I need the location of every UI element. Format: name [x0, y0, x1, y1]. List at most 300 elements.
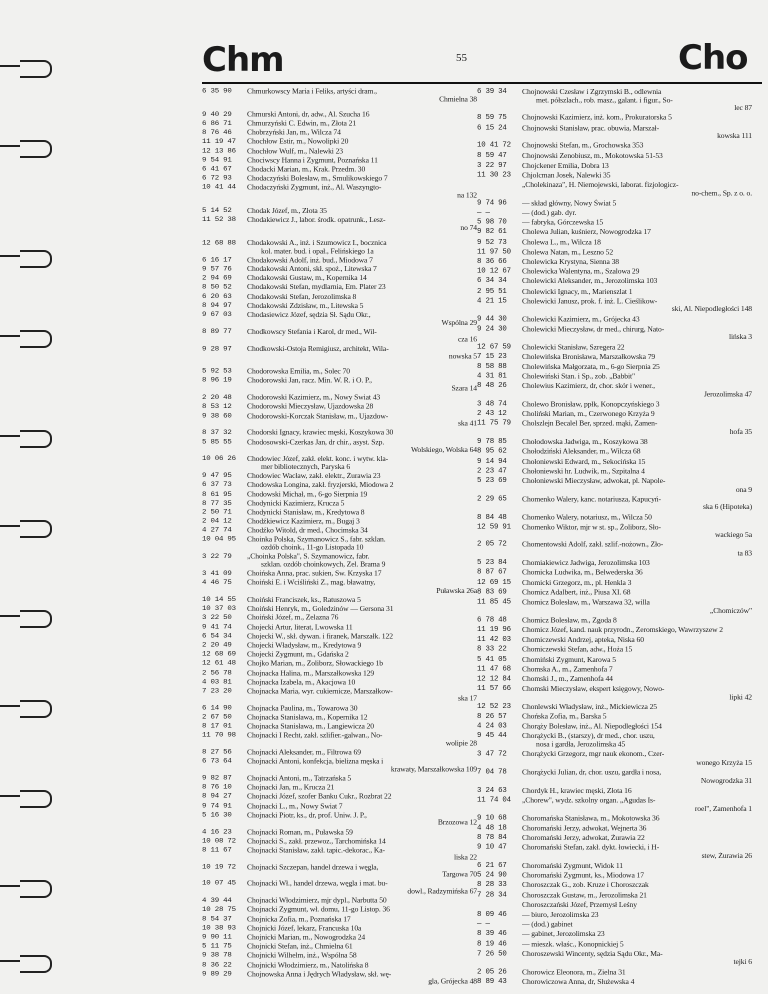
entry-line: Chobrzyński Jan, m., Wilcza 74	[247, 129, 341, 137]
entry-line: Chodynicki Kazimierz, Krucza 5	[247, 500, 345, 508]
directory-entry	[202, 829, 477, 837]
entry-line: Chojnowska Anna i Jędrych Władysław, skł. wę-	[247, 970, 392, 978]
entry-text	[522, 124, 752, 141]
header-rule	[202, 82, 762, 84]
entry-text	[247, 679, 477, 687]
entry-text	[247, 157, 477, 165]
entry-text	[247, 723, 477, 731]
phone-number: 10 06 26	[202, 455, 236, 463]
entry-line: Cholewa Julian, kuśnierz, Nowogrodzka 17	[522, 228, 651, 237]
entry-text	[247, 139, 477, 147]
entry-text	[522, 315, 752, 323]
directory-entry	[477, 410, 752, 418]
entry-text	[247, 148, 477, 156]
directory-entry	[202, 971, 477, 986]
entry-text	[522, 229, 752, 237]
phone-number: 9 10 68	[477, 814, 507, 823]
entry-line: Chojnowski Stefan, m., Grochowska 353	[522, 142, 644, 150]
entry-text	[247, 111, 477, 119]
entry-text	[247, 606, 477, 614]
directory-entry	[477, 636, 752, 644]
directory-entry	[202, 302, 477, 310]
phone-number: 12 59 91	[477, 523, 511, 531]
entry-text	[522, 468, 752, 476]
entry-line: Chojecki Zygmunt, m., Gdańska 2	[247, 651, 349, 659]
phone-number: 7 26 50	[477, 950, 507, 958]
directory-entry	[477, 495, 752, 512]
phone-number: 4 16 23	[202, 828, 232, 836]
entry-line: Chodakowski Antoni, skł. spoż., Litewska 7	[247, 265, 377, 274]
phone-number: 5 23 69	[477, 477, 507, 486]
entry-line: Chomicz Bolesław, m., Zgoda 8	[522, 616, 617, 625]
directory-entry	[477, 315, 752, 323]
entry-text	[522, 458, 752, 466]
directory-entry	[477, 88, 752, 113]
directory-entry	[202, 606, 477, 614]
directory-entry	[202, 907, 477, 915]
entry-continuation: Jerozolimska 47	[703, 390, 752, 399]
entry-line: Choliński Marian, m., Czerwonego Krzyża 9	[522, 410, 655, 419]
entry-text	[522, 162, 752, 170]
phone-number: 5 41 05	[477, 655, 507, 664]
phone-number: 2 43 12	[477, 410, 507, 419]
entry-line: Chodynicki Stanisław, m., Kredytowa 8	[247, 509, 365, 517]
entry-line: Chojko Marian, m., Żoliborz, Słowackiego 1b	[247, 660, 383, 668]
directory-entry	[477, 921, 752, 929]
directory-entry	[202, 175, 477, 183]
phone-number: 2 20 49	[202, 642, 232, 650]
entry-text	[247, 266, 477, 274]
entry-text	[522, 88, 752, 113]
entry-line: Chodowska Longina, zakł. fryzjerski, Miodowa 2	[247, 481, 394, 489]
entry-text	[522, 114, 752, 122]
entry-text	[522, 438, 752, 446]
directory-entry	[202, 897, 477, 905]
entry-continuation: Targowa 70	[442, 871, 477, 879]
entry-line: Chodorowski-Korczak Stanisław, m., Ujazdow-	[247, 412, 389, 420]
directory-entry	[477, 787, 752, 795]
entry-line: Chomicki Grzegorz, m., pl. Henkla 3	[522, 578, 632, 587]
entry-line: Chojnacki Aleksander, m., Filtrowa 69	[247, 749, 361, 757]
entry-line: Chojnacki Piotr, ks., dr, prof. Uniw. J. P.,	[247, 811, 367, 819]
entry-text	[522, 209, 752, 217]
entry-text	[247, 368, 477, 376]
entry-text	[247, 916, 477, 924]
entry-text	[247, 312, 477, 327]
directory-entry	[202, 803, 477, 811]
phone-number: 2 67 50	[202, 713, 232, 722]
phone-number: 2 95 51	[477, 287, 507, 296]
phone-number: 9 44 30	[477, 315, 507, 324]
entry-line: Choromański Jerzy, adwokat, Wejnerta 36	[522, 824, 647, 833]
entry-line: Chodźko Witold, dr med., Chocimska 34	[247, 527, 368, 535]
phone-number: 8 76 46	[202, 129, 232, 137]
phone-number: 2 50 71	[202, 509, 232, 517]
phone-number: 11 52 38	[202, 216, 236, 224]
phone-number: 11 70 98	[202, 732, 236, 740]
entry-line: Chojnacki Stanisław, zakł. tapic.-dekorac., Ka-	[247, 846, 385, 855]
phone-number: 11 30 23	[477, 171, 511, 180]
entry-text	[522, 258, 752, 266]
entry-text	[522, 636, 752, 644]
entry-line: Choinka Polska, Szymanowicz S., fabr. szklan.	[247, 536, 386, 544]
left-column	[202, 88, 477, 988]
phone-number: 9 90 11	[202, 934, 232, 942]
phone-number: 9 38 60	[202, 412, 232, 420]
directory-entry	[202, 439, 477, 454]
entry-line: Chodakowski Adolf, inż. bud., Miodowa 7	[247, 256, 373, 264]
entry-line: Chorążycki Julian, dr, chor. uszu, gardła i nosa,	[522, 768, 662, 777]
entry-line: „Choinka Polska", S. Szymanowicz, fabr.	[247, 553, 370, 561]
entry-continuation: hofa 35	[729, 428, 752, 437]
phone-number: 12 13 86	[202, 147, 236, 155]
entry-line: Chodowiec Józef, zakł. elekt. konc. i wytw. kla-	[247, 455, 389, 463]
phone-number: 11 74 04	[477, 796, 511, 805]
phone-number: 10 19 72	[202, 863, 236, 871]
directory-entry	[477, 162, 752, 170]
entry-line: Chojnacka Izabela, m., Akacjowa 10	[247, 678, 356, 686]
directory-entry	[202, 847, 477, 862]
directory-entry	[202, 758, 477, 773]
phone-number: 12 61 48	[202, 660, 236, 668]
entry-continuation: nowska 5	[448, 353, 477, 361]
entry-text	[522, 666, 752, 674]
entry-text	[247, 615, 477, 623]
directory-entry	[202, 395, 477, 403]
directory-entry	[202, 266, 477, 274]
entry-line: Chorążycki Grzegorz, mgr nauk ekonom., Czer-	[522, 750, 665, 759]
entry-continuation: ona 9	[735, 485, 752, 494]
entry-line: Chojnicki Stefan, inż., Chmielna 61	[247, 943, 353, 951]
entry-text	[247, 775, 477, 783]
entry-line: Chodorowski Jan, racz. Min. W. R. i O. P.,	[247, 377, 372, 385]
phone-number: 8 89 43	[477, 978, 507, 986]
directory-entry	[202, 184, 477, 199]
directory-entry	[477, 142, 752, 150]
entry-line: Chodkowski-Ostoja Remigiusz, architekt, Wila-	[247, 345, 389, 353]
entry-text	[247, 838, 477, 846]
directory-entry	[202, 312, 477, 327]
directory-entry	[477, 523, 752, 540]
phone-number: 8 48 26	[477, 382, 507, 391]
entry-text	[522, 268, 752, 276]
entry-line: Cholewicki Mieczysław, dr med., chirurg, Nato-	[522, 325, 665, 333]
directory-entry	[477, 713, 752, 721]
entry-text	[522, 559, 752, 567]
entry-text	[522, 373, 752, 381]
directory-entry	[477, 940, 752, 948]
phone-number: 8 19 46	[477, 940, 507, 949]
directory-entry	[477, 268, 752, 276]
entry-line: Chorowicz Eleonora, m., Zielna 31	[522, 968, 626, 977]
directory-entry	[202, 166, 477, 174]
phone-number: 3 48 74	[477, 400, 507, 409]
directory-entry	[477, 114, 752, 122]
entry-text	[247, 553, 477, 568]
entry-line: Cholewińska Bronisława, Marszałkowska 79	[522, 353, 656, 361]
directory-entry	[202, 934, 477, 942]
directory-entry	[477, 950, 752, 967]
entry-continuation: cza 16	[457, 336, 477, 344]
clip-mark	[20, 250, 52, 268]
directory-entry	[477, 199, 752, 207]
entry-line: Chorążycki B., (starszy), dr med., chor. uszu,	[522, 732, 655, 741]
directory-entry	[477, 751, 752, 768]
entry-line: Chojnicki Wilhelm, inż., Wspólna 58	[247, 952, 357, 960]
phone-number	[477, 901, 522, 909]
phone-number: 11 57 66	[477, 685, 511, 693]
entry-line: Choroszewski Wincenty, sędzia Sądu Okr., Ma-	[522, 950, 663, 958]
entry-text	[522, 733, 752, 750]
entry-text	[247, 749, 477, 757]
directory-entry	[477, 891, 752, 899]
directory-entry	[202, 120, 477, 128]
entry-text	[247, 881, 477, 896]
entry-text	[247, 328, 477, 343]
entry-line: Chordyk H., krawiec męski, Złota 16	[522, 786, 632, 795]
phone-number: 3 22 97	[477, 161, 507, 170]
entry-text	[522, 599, 752, 616]
entry-text	[522, 950, 752, 967]
entry-text	[247, 413, 477, 428]
directory-entry	[477, 258, 752, 266]
phone-number: 4 03 81	[202, 678, 232, 686]
phone-number: 8 11 67	[202, 846, 232, 855]
directory-entry	[477, 882, 752, 890]
phone-number: 12 67 59	[477, 343, 511, 351]
directory-entry	[477, 248, 752, 256]
entry-line: Chojnacki Wł., handel drzewa, węgla i mat. bu-	[247, 880, 388, 888]
phone-number: 10 07 45	[202, 880, 236, 888]
entry-text	[247, 439, 477, 454]
directory-entry	[202, 749, 477, 757]
entry-text	[247, 897, 477, 905]
entry-text	[522, 787, 752, 795]
directory-entry	[477, 569, 752, 577]
entry-line: Chochłow Estir, m., Nowolipki 20	[247, 138, 349, 146]
entry-line: Chodowski Michał, m., 6-go Sierpnia 19	[247, 490, 368, 499]
phone-number: 5 98 70	[477, 219, 507, 227]
entry-line: Chmurkowscy Maria i Feliks, artyści dram.,	[247, 88, 377, 96]
directory-entry	[202, 518, 477, 526]
entry-line: Chodaczyński Bolesław, m., Smulikowskiego 7	[247, 175, 388, 183]
entry-line: — mieszk. właśc., Konopnickiej 5	[522, 940, 624, 949]
directory-entry	[477, 862, 752, 870]
entry-line: Chomentowski Adolf, zakł. szlif.-nożown., Zło-	[522, 541, 664, 550]
phone-number: 2 56 78	[202, 669, 232, 677]
directory-entry	[477, 448, 752, 456]
directory-entry	[202, 732, 477, 747]
entry-line: Cholewicka Walentyna, m., Szalowa 29	[522, 267, 640, 276]
entry-line: Chomiczewski Stefan, adw., Hoża 15	[522, 646, 633, 654]
entry-line: Chodorowska Emilia, m., Solec 70	[247, 368, 350, 376]
directory-entry	[202, 679, 477, 687]
directory-entry	[202, 784, 477, 792]
entry-text	[522, 656, 752, 664]
phone-number: 9 38 78	[202, 952, 232, 960]
directory-entry	[202, 293, 477, 301]
phone-number: 10 38 93	[202, 924, 236, 933]
entry-text	[522, 219, 752, 227]
entry-text	[247, 129, 477, 137]
entry-text	[522, 968, 752, 976]
directory-entry	[202, 368, 477, 376]
entry-text	[522, 401, 752, 409]
entry-text	[247, 473, 477, 481]
entry-line: Cholewińska Małgorzata, m., 6-go Sierpnia 25	[522, 362, 660, 371]
directory-entry	[202, 633, 477, 641]
entry-text	[247, 395, 477, 403]
entry-text	[522, 477, 752, 494]
directory-entry	[202, 660, 477, 668]
directory-entry	[202, 925, 477, 933]
entry-continuation: krawaty, Marszałkowska 109	[390, 765, 477, 774]
phone-number: 9 40 29	[202, 111, 232, 119]
directory-entry	[477, 278, 752, 286]
entry-text	[247, 217, 477, 232]
phone-number: 12 12 84	[477, 675, 511, 684]
phone-number: 8 94 97	[202, 302, 232, 310]
directory-entry	[477, 401, 752, 409]
entry-line: Chołodziński Aleksander, m., Wilcza 68	[522, 447, 641, 456]
entry-continuation: Wolskiego, Wolska 64	[410, 446, 477, 454]
directory-entry	[202, 793, 477, 801]
entry-text	[522, 199, 752, 207]
phone-number: 9 67 03	[202, 311, 232, 319]
phone-number: 2 04 12	[202, 518, 232, 526]
phone-number: 10 37 03	[202, 605, 236, 613]
entry-line: Chodźkiewicz Kazimierz, m., Bugaj 3	[247, 518, 360, 526]
phone-number: 9 10 47	[477, 844, 507, 852]
entry-line: Chorowiczowa Anna, dr, Służewska 4	[522, 978, 635, 986]
directory-entry	[477, 626, 752, 634]
directory-entry	[202, 257, 477, 265]
phone-number: 7 04 78	[477, 768, 507, 777]
phone-number: 8 87 67	[477, 569, 507, 577]
directory-entry	[202, 537, 477, 552]
phone-number: 8 83 69	[477, 588, 507, 597]
entry-continuation: ska 6 (Hipoteka)	[702, 503, 752, 512]
right-column	[477, 88, 752, 988]
phone-number: 5 14 52	[202, 207, 232, 215]
clip-mark	[20, 880, 52, 898]
entry-text	[522, 862, 752, 870]
phone-number: 6 21 67	[477, 862, 507, 870]
phone-number: 2 29 65	[477, 495, 507, 504]
entry-text	[247, 688, 477, 703]
phone-number: 9 47 95	[202, 472, 232, 480]
phone-number: 10 14 55	[202, 596, 236, 604]
entry-line: Chojnacki Włodzimierz, mjr dypl., Narbutta 50	[247, 897, 387, 905]
entry-line: Cholszlejn Becalel Ber, sprzed. mąki, Zamen-	[522, 420, 658, 428]
entry-continuation: nosa i gardła, Jerozolimska 45	[536, 740, 626, 749]
directory-entry	[202, 500, 477, 508]
entry-text	[522, 617, 752, 625]
directory-entry	[477, 363, 752, 371]
directory-entry	[202, 491, 477, 499]
entry-line: Chojnacki S., zakł. przewoz., Tarchomińska 14	[247, 837, 386, 845]
phone-number: 6 86 71	[202, 120, 232, 128]
entry-text	[522, 713, 752, 721]
entry-text	[247, 758, 477, 773]
entry-line: Chmurski Antoni, dr, adw., Al. Szucha 16	[247, 111, 370, 119]
entry-text	[247, 952, 477, 960]
entry-line: Chodakowski Stefan, Jerozolimska 8	[247, 293, 357, 301]
phone-number: 9 24 30	[477, 325, 507, 333]
directory-entry	[202, 775, 477, 783]
entry-text	[247, 580, 477, 595]
phone-number: 11 47 68	[477, 665, 511, 674]
entry-text	[522, 579, 752, 587]
entry-line: Chonlewski Władysław, inż., Mickiewicza 25	[522, 703, 657, 711]
directory-entry	[202, 943, 477, 951]
directory-entry	[477, 181, 752, 198]
entry-line: Chomenko Walery, kanc. notariusza, Kapucyń-	[522, 495, 661, 504]
phone-number: 4 21 15	[477, 297, 507, 306]
entry-continuation: lec 87	[734, 104, 752, 113]
entry-line: Chojnowski Stanisław, prac. obuwia, Marszał-	[522, 124, 660, 132]
directory-entry	[202, 916, 477, 924]
entry-text	[522, 824, 752, 832]
directory-entry	[477, 458, 752, 466]
entry-line: Chojnowski Kazimierz, inż. kom., Prokuratorska 5	[522, 114, 672, 123]
entry-line: Choiński Franciszek, ks., Ratuszowa 5	[247, 596, 361, 604]
entry-text	[247, 642, 477, 650]
entry-text	[522, 410, 752, 418]
phone-number: 9 82 87	[202, 775, 232, 783]
entry-line: Chodakowski Zdzisław, m., Litewska 5	[247, 302, 364, 310]
entry-line: Chodorowski Kazimierz, m., Nowy Świat 43	[247, 394, 381, 402]
entry-line: Chojnacki Jan, m., Krucza 21	[247, 784, 335, 792]
entry-text	[522, 834, 752, 842]
entry-line: Chojnacka Stanisława, m., Langiewicza 20	[247, 723, 374, 731]
directory-entry	[477, 325, 752, 342]
directory-entry	[477, 703, 752, 711]
directory-entry	[202, 473, 477, 481]
entry-line: Chojnowski Zenobiusz, m., Mokotowska 51-53	[522, 151, 663, 160]
phone-number: 12 69 15	[477, 578, 511, 587]
directory-entry	[477, 978, 752, 986]
phone-number: 10 04 95	[202, 536, 236, 544]
entry-continuation: szklan. ozdób choinkowych, Zel. Brama 9	[261, 561, 386, 569]
phone-number	[477, 181, 522, 198]
entry-text	[522, 931, 752, 939]
entry-text	[247, 793, 477, 801]
directory-entry	[477, 124, 752, 141]
phone-number: 4 31 81	[477, 372, 507, 381]
entry-text	[522, 420, 752, 437]
phone-number: 3 22 50	[202, 614, 232, 622]
directory-entry	[202, 413, 477, 428]
phone-number: 8 95 62	[477, 447, 507, 456]
phone-number: 8 17 01	[202, 723, 232, 731]
entry-text	[247, 166, 477, 174]
directory-entry	[202, 812, 477, 827]
phone-number: 12 68 88	[202, 239, 236, 248]
entry-line: Cholewa Natan, m., Leszno 52	[522, 248, 614, 257]
phone-number: 3 24 63	[477, 786, 507, 795]
entry-line: Chomenko Walery, notariusz, m., Wilcza 50	[522, 513, 652, 522]
header-left-word: Chm	[202, 40, 284, 80]
entry-text	[247, 527, 477, 535]
entry-text	[522, 646, 752, 654]
phone-number: 8 09 46	[477, 911, 507, 919]
entry-text	[522, 172, 752, 180]
entry-text	[247, 378, 477, 393]
directory-entry	[477, 723, 752, 731]
directory-entry	[202, 615, 477, 623]
entry-text	[522, 363, 752, 371]
